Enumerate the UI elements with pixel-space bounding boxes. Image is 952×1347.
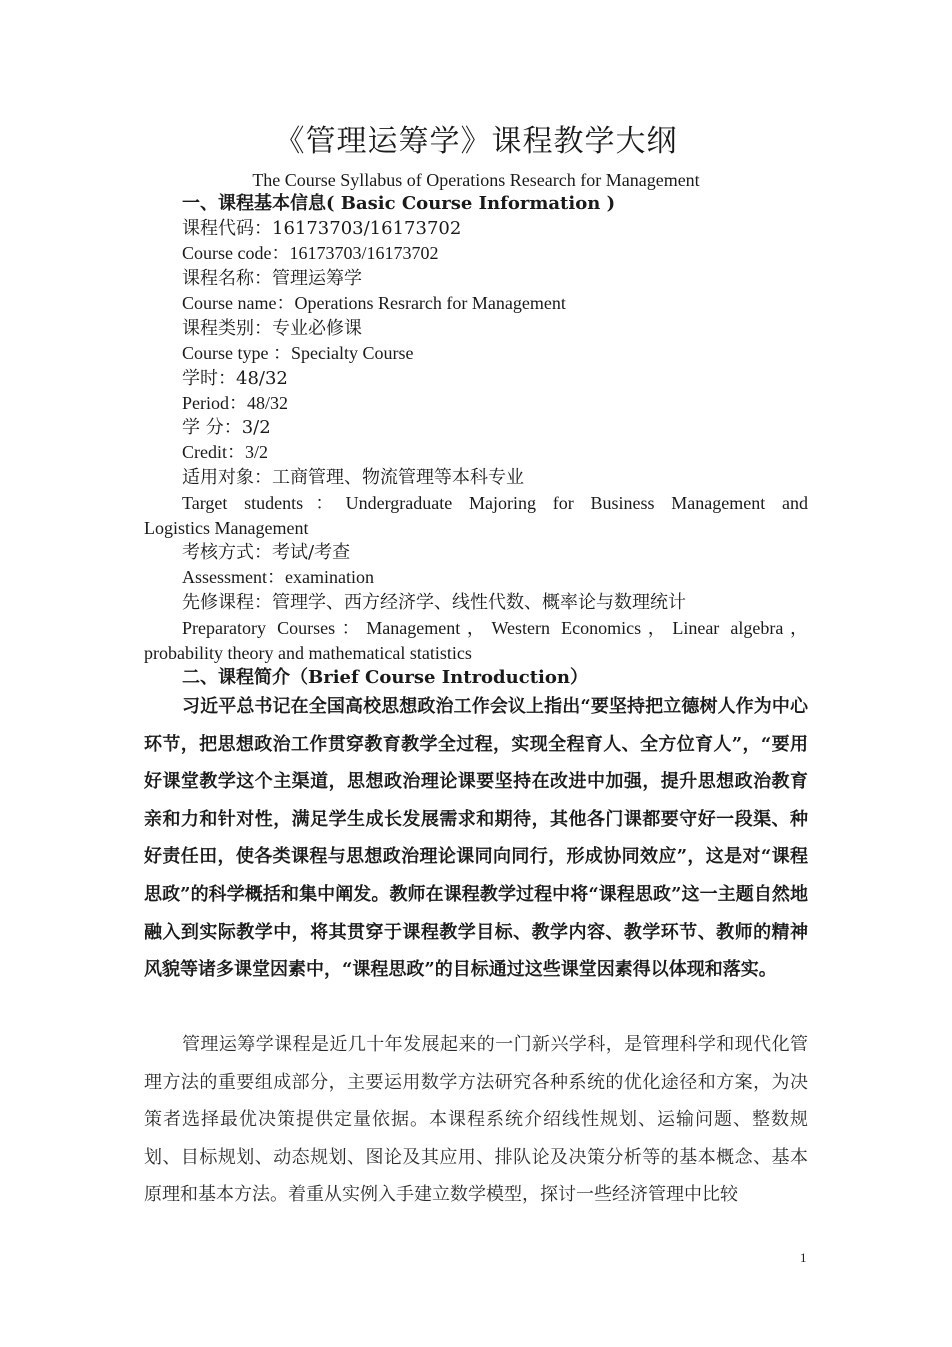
info-line-target-cn: 适用对象：工商管理、物流管理等本科专业 (182, 467, 524, 488)
info-line-course-code-cn: 课程代码：16173703/16173702 (182, 218, 462, 239)
info-line-assessment-cn: 考核方式：考试/考查 (182, 542, 351, 563)
info-line-course-name-en: Course name：Operations Resrarch for Management (182, 293, 566, 313)
info-line-course-type-en: Course type ：Specialty Course (182, 343, 414, 363)
info-line-course-type-cn: 课程类别：专业必修课 (182, 318, 362, 339)
info-line-period-en: Period：48/32 (182, 393, 288, 413)
info-line-target-en-continued: Logistics Management (144, 518, 309, 538)
section-heading-basic-info: 一、课程基本信息( Basic Course Information ) (182, 193, 616, 214)
document-title: 《管理运筹学》课程教学大纲 (274, 124, 678, 159)
section-heading-brief-intro: 二、课程简介（Brief Course Introduction） (182, 667, 588, 688)
info-line-course-name-cn: 课程名称：管理运筹学 (182, 268, 362, 289)
page-number: 1 (800, 1250, 807, 1265)
paragraph-course-description: 管理运筹学课程是近几十年发展起来的一门新兴学科，是管理科学和现代化管理方法的重要组成部分，主要运用数学方法研究各种系统的优化途径和方案，为决策者选择最优决策提供定量依据。本课程系统介绍线性规划、运输问题、整数规划、目标规划、动态规划、图论及其应用、排队论及决策分析等的基本概念、基本原理和基本方法。着重从实例入手建立数学模型，探讨一些经济管理中比较 (144, 1034, 808, 1206)
info-line-credit-cn: 学 分：3/2 (182, 417, 271, 438)
info-line-target-en: Target students：Undergraduate Majoring for Business Management and (182, 493, 808, 513)
info-line-assessment-en: Assessment：examination (182, 567, 374, 587)
info-line-credit-en: Credit：3/2 (182, 442, 268, 462)
info-line-course-code-en: Course code：16173703/16173702 (182, 243, 439, 263)
paragraph-ideological-education: 习近平总书记在全国高校思想政治工作会议上指出“要坚持把立德树人作为中心环节，把思想政治工作贯穿教育教学全过程，实现全程育人、全方位育人”，“要用好课堂教学这个主渠道，思想政治理论课要坚持在改进中加强，提升思想政治教育亲和力和针对性，满足学生成长发展需求和期待，其他各门课都要守好一段渠、种好责任田，使各类课程与思想政治理论课同向同行，形成协同效应”，这是对“课程思政”的科学概括和集中阐发。教师在课程教学过程中将“课程思政”这一主题自然地融入到实际教学中，将其贯穿于课程教学目标、教学内容、教学环节、教师的精神风貌等诸多课堂因素中，“课程思政”的目标通过这些课堂因素得以体现和落实。 (144, 696, 808, 981)
info-line-preparatory-en: Preparatory Courses：Management，Western Economics，Linear algebra， (182, 618, 808, 638)
document-subtitle: The Course Syllabus of Operations Research for Management (252, 170, 700, 190)
info-line-preparatory-en-continued: probability theory and mathematical statistics (144, 643, 472, 663)
info-line-preparatory-cn: 先修课程：管理学、西方经济学、线性代数、概率论与数理统计 (182, 592, 686, 613)
info-line-period-cn: 学时：48/32 (182, 368, 288, 389)
